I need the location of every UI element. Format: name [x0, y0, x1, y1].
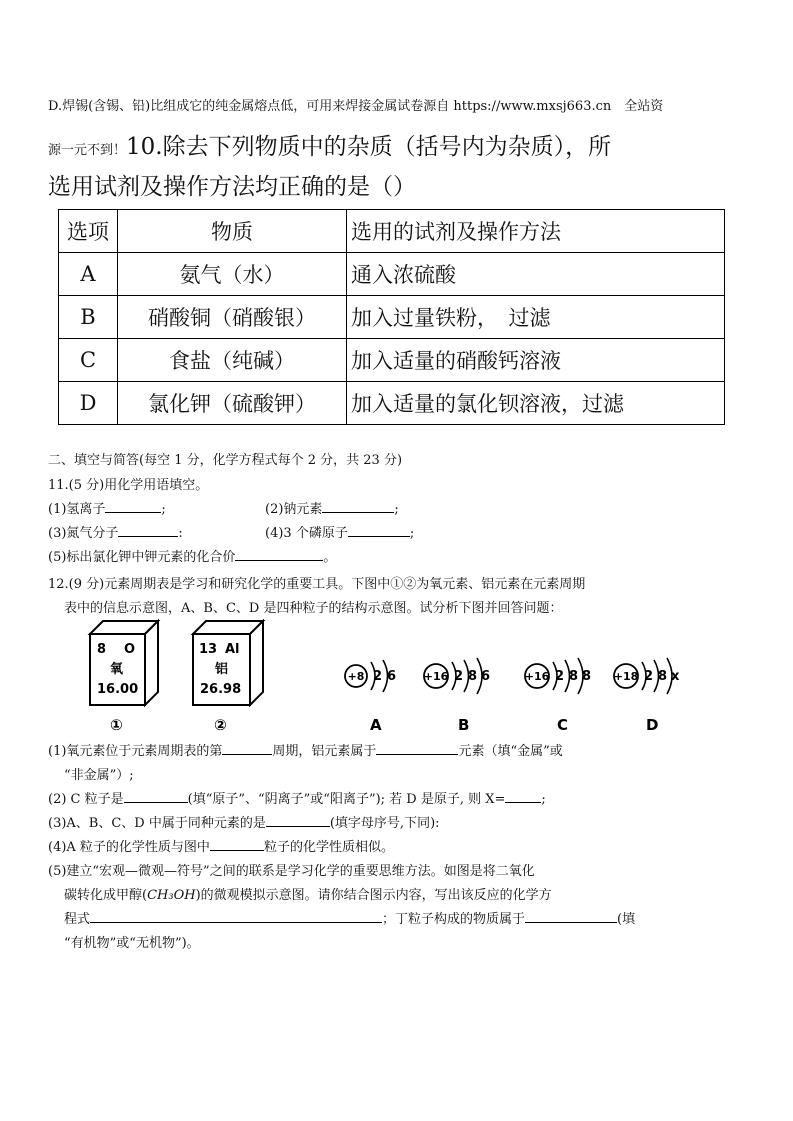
question-12-title: 12.(9 分)元素周期表是学习和研究化学的重要工具。下图中①②为氧元素、铝元素在元素周期 — [48, 577, 586, 592]
figure-label-2: ② — [214, 716, 227, 734]
q12-text: (填 — [617, 912, 636, 927]
intro-line-2-small: 源一元不到！ — [48, 143, 127, 158]
q12-sub-5-line-2 — [64, 884, 552, 903]
q12-text: 粒子的化学性质相似。 — [263, 840, 394, 855]
answer-blank[interactable] — [322, 498, 394, 513]
q12-text: 元素（填“金属”或 — [458, 744, 563, 759]
table-cell: 氨气（水） — [118, 253, 347, 296]
q12-sub-1 — [48, 740, 563, 759]
q12-text: 碳转化成甲醇( — [64, 888, 148, 903]
q11-part-1 — [48, 498, 166, 517]
shell-electrons: 2 — [644, 669, 654, 684]
intro-line-2 — [48, 130, 611, 164]
section-2-heading: 二、填空与简答(每空 1 分，化学方程式每个 2 分，共 23 分) — [48, 453, 403, 468]
q12-text: (1)氧元素位于元素周期表的第 — [48, 744, 223, 759]
shell-electrons: 6 — [387, 669, 397, 684]
shell-electrons: 2 — [555, 669, 565, 684]
table-row — [59, 382, 725, 425]
q11-part-5 — [48, 546, 336, 565]
q12-text: (4)A 粒子的化学性质与图中 — [48, 840, 210, 855]
oxygen-cube — [90, 621, 158, 734]
answer-blank[interactable] — [124, 788, 188, 803]
shell-electrons: 6 — [481, 669, 491, 684]
q11-punct: ; — [161, 502, 166, 517]
q12-sub-5-line-4: “有机物”或“无机物”)。 — [64, 936, 200, 951]
aluminum-atomic-number: 13 — [199, 642, 218, 657]
figure-label-1: ① — [110, 716, 123, 734]
shell-electrons: 8 — [569, 669, 579, 684]
answer-blank[interactable] — [222, 740, 272, 755]
question-11-title: 11.(5 分)用化学用语填空。 — [48, 478, 209, 493]
answer-blank[interactable] — [90, 908, 382, 923]
shell-electrons: 2 — [454, 669, 464, 684]
answer-blank[interactable] — [505, 788, 541, 803]
table-cell: B — [59, 296, 118, 339]
question-10-title-cont: 选用试剂及操作方法均正确的是（） — [48, 174, 416, 200]
answer-blank[interactable] — [118, 522, 178, 537]
atom-label: C — [557, 716, 569, 734]
q11-part-3 — [48, 522, 183, 541]
table-header-cell: 物质 — [118, 210, 347, 253]
oxygen-atomic-number: 8 — [97, 642, 107, 657]
atom-label: B — [458, 716, 470, 734]
shell-electrons: 8 — [658, 669, 668, 684]
atom-diagram-b — [424, 658, 490, 734]
nucleus-charge: +16 — [524, 670, 550, 683]
table-cell: 通入浓硫酸 — [347, 253, 725, 296]
q12-text: 程式 — [64, 912, 91, 927]
q12-sub-2 — [48, 788, 546, 807]
q11-part-5-label: (5)标出氯化钾中钾元素的化合价 — [48, 550, 236, 565]
atom-diagram-a — [345, 660, 396, 734]
q12-sub-1-cont: “非金属”）; — [64, 768, 134, 783]
oxygen-name: 氧 — [110, 662, 124, 677]
atom-diagram-c — [525, 658, 591, 734]
table-row — [59, 339, 725, 382]
q11-punct: ; — [394, 502, 399, 517]
aluminum-cube — [193, 621, 263, 734]
q12-text: ; — [541, 792, 546, 807]
table-cell: D — [59, 382, 118, 425]
table-cell: 加入适量的硝酸钙溶液 — [347, 339, 725, 382]
table-cell: 加入过量铁粉， 过滤 — [347, 296, 725, 339]
q11-part-2 — [265, 498, 399, 517]
answer-blank[interactable] — [105, 498, 161, 513]
shell-electrons: 8 — [468, 669, 478, 684]
answer-blank[interactable] — [376, 740, 458, 755]
question-10-table — [58, 209, 725, 425]
oxygen-symbol: O — [124, 642, 136, 657]
q11-part-1-label: (1)氢离子 — [48, 502, 106, 517]
atom-label: D — [646, 716, 659, 734]
q11-part-4 — [265, 522, 414, 541]
oxygen-mass: 16.00 — [97, 682, 139, 697]
q12-figure — [80, 612, 720, 737]
q12-sub-3 — [48, 812, 440, 831]
nucleus-charge: +16 — [423, 670, 449, 683]
answer-blank[interactable] — [235, 546, 323, 561]
q11-punct: 。 — [323, 550, 337, 565]
q12-text: 周期，铝元素属于 — [272, 744, 377, 759]
answer-blank[interactable] — [210, 836, 264, 851]
q12-text: (填字母序号,下同): — [329, 816, 440, 831]
shell-electrons: 2 — [373, 669, 383, 684]
intro-line-1: D.焊锡(含锡、铅)比组成它的纯金属熔点低，可用来焊接金属试卷源自 https://www.mxsj663.cn 全站资 — [48, 99, 664, 114]
atom-diagram-d — [614, 658, 680, 734]
q11-part-2-label: (2)钠元素 — [265, 502, 323, 517]
q12-text: (3)A、B、C、D 中属于同种元素的是 — [48, 816, 266, 831]
aluminum-mass: 26.98 — [200, 682, 242, 697]
q12-sub-5: (5)建立“宏观—微观—符号”之间的联系是学习化学的重要思维方法。如图是将二氧化 — [48, 864, 535, 879]
answer-blank[interactable] — [266, 812, 330, 827]
q12-sub-4 — [48, 836, 394, 855]
table-cell: A — [59, 253, 118, 296]
table-cell: 硝酸铜（硝酸银） — [118, 296, 347, 339]
table-cell: C — [59, 339, 118, 382]
table-row — [59, 296, 725, 339]
q11-part-4-label: (4)3 个磷原子 — [265, 526, 348, 541]
q12-text: (2) C 粒子是 — [48, 792, 124, 807]
aluminum-symbol: Al — [225, 642, 240, 657]
table-row — [59, 253, 725, 296]
aluminum-name: 铝 — [215, 662, 229, 677]
methanol-formula: CH₃OH — [147, 888, 196, 903]
answer-blank[interactable] — [525, 908, 617, 923]
q11-part-3-label: (3)氮气分子 — [48, 526, 119, 541]
q11-punct: ; — [409, 526, 415, 541]
table-cell: 加入适量的氯化钡溶液，过滤 — [347, 382, 725, 425]
q12-text: )的微观模拟示意图。请你结合图示内容，写出该反应的化学方 — [195, 888, 552, 903]
atom-label: A — [370, 716, 382, 734]
question-12-title-cont: 表中的信息示意图，A、B、C、D 是四种粒子的结构示意图。试分析下图并回答问题： — [64, 601, 563, 616]
answer-blank[interactable] — [348, 522, 410, 537]
shell-electrons: 8 — [582, 669, 592, 684]
nucleus-charge: +8 — [347, 670, 365, 683]
question-10-title: 10.除去下列物质中的杂质（括号内为杂质），所 — [126, 134, 612, 160]
table-header-cell: 选项 — [59, 210, 118, 253]
nucleus-charge: +18 — [613, 670, 639, 683]
q12-text: ；丁粒子构成的物质属于 — [382, 912, 526, 927]
table-cell: 食盐（纯碱） — [118, 339, 347, 382]
q11-punct: : — [178, 526, 183, 541]
table-header-row — [59, 210, 725, 253]
q12-sub-5-line-3 — [64, 908, 635, 927]
shell-electrons: x — [671, 669, 680, 684]
table-header-cell: 选用的试剂及操作方法 — [347, 210, 725, 253]
table-cell: 氯化钾（硫酸钾） — [118, 382, 347, 425]
q12-text: (填“原子”、“阴离子”或“阳离子”); 若 D 是原子, 则 X= — [187, 792, 506, 807]
